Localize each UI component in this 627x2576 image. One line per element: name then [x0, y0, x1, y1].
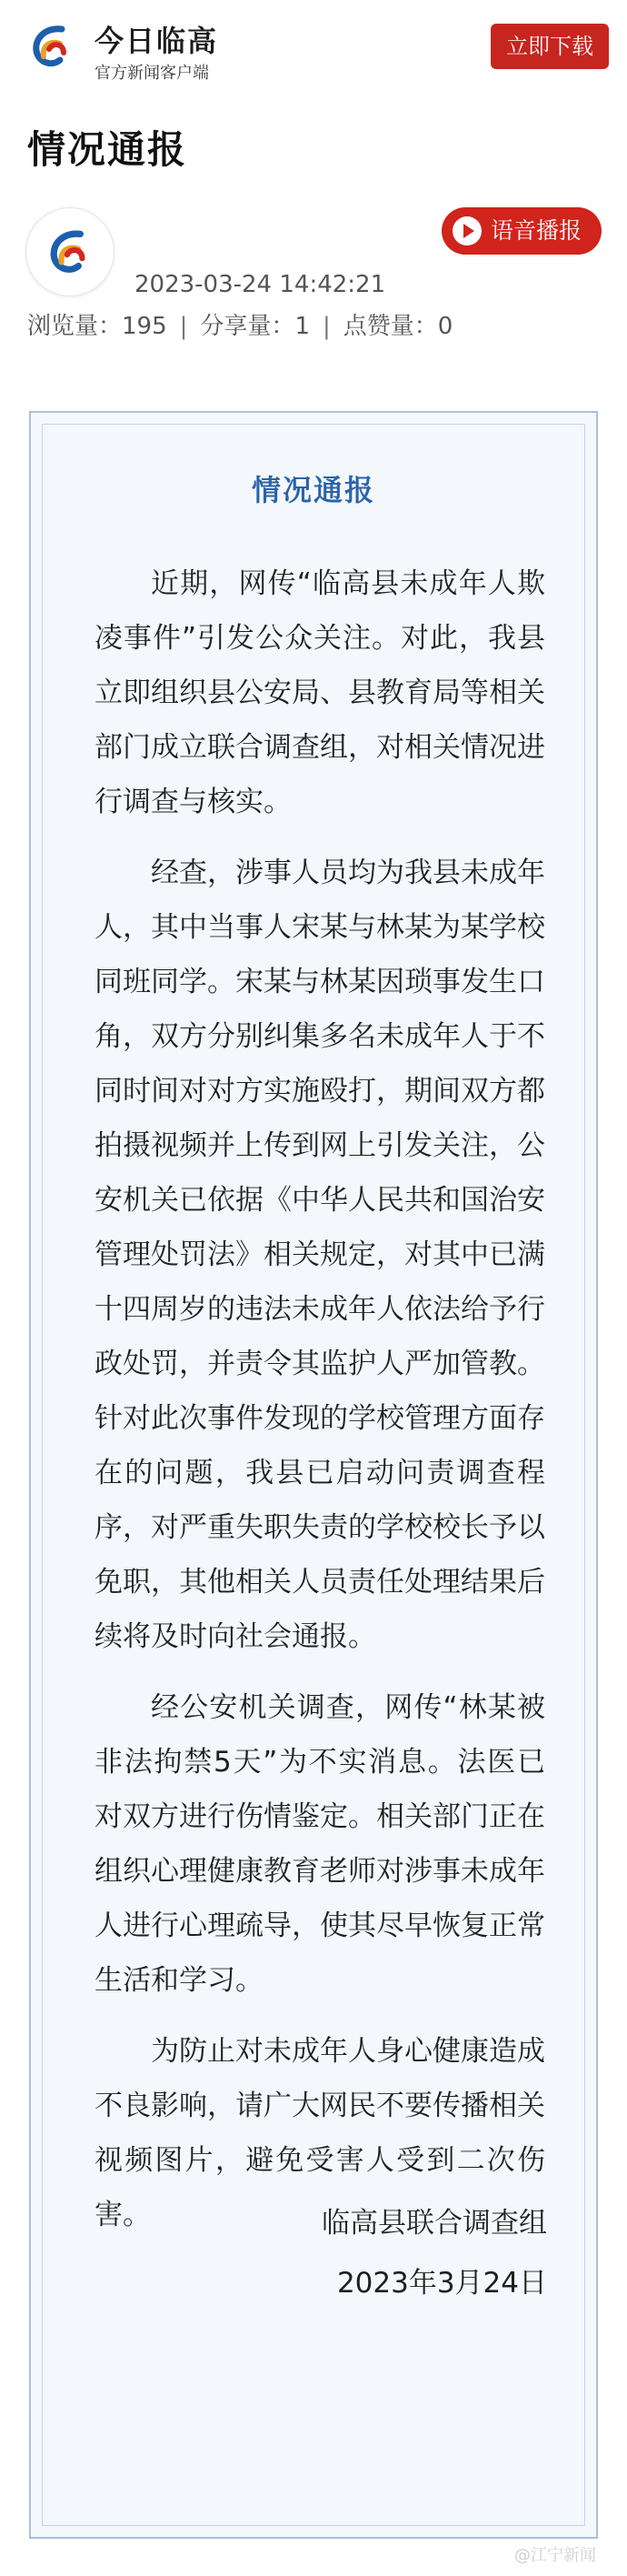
app-logo-icon — [25, 20, 78, 73]
page-title: 情况通报 — [27, 127, 188, 172]
notice-paragraph: 为防止对未成年人身心健康造成不良影响，请广大网民不要传播相关视频图片，避免受害人受到二次伤害。 — [95, 2035, 545, 2231]
play-icon — [453, 216, 482, 246]
article-stats — [27, 307, 453, 341]
app-header — [0, 0, 627, 91]
app-name: 今日临高 — [95, 24, 219, 58]
shares-label: 分享量： — [200, 313, 295, 340]
notice-paragraph: 近期，网传“临高县未成年人欺凌事件”引发公众关注。对此，我县立即组织县公安局、县教育局等相关部门成立联合调查组，对相关情况进行调查与核实。 — [95, 567, 545, 818]
notice-paragraph: 经查，涉事人员均为我县未成年人，其中当事人宋某与林某为某学校同班同学。宋某与林某因琐事发生口角，双方分别纠集多名未成年人于不同时间对对方实施殴打，期间双方都拍摄视频并上传到网上引发关注，公安机关已依据《中华人民共和国治安管理处罚法》相关规定，对其中已满十四周岁的违法未成年人依法给予行政处罚，并责令其监护人严加管教。针对此次事件发现的学校管理方面存在的问题，我县已启动问责调查程序，对严重失职失责的学校校长予以免职，其他相关人员责任处理结果后续将及时向社会通报。 — [95, 857, 545, 1653]
watermark: @江宁新闻 — [514, 2546, 596, 2565]
notice-date: 2023年3月24日 — [336, 2267, 547, 2300]
download-button[interactable]: 立即下载 — [491, 24, 609, 69]
views-label: 浏览量： — [27, 313, 123, 340]
avatar[interactable] — [25, 207, 114, 296]
audio-broadcast-label: 语音播报 — [491, 217, 582, 244]
notice-paragraph: 经公安机关调查，网传“林某被非法拘禁5天”为不实消息。法医已对双方进行伤情鉴定。相关部门正在组织心理健康教育老师对涉事未成年人进行心理疏导，使其尽早恢复正常生活和学习。 — [95, 1691, 545, 1997]
notice-title: 情况通报 — [251, 473, 375, 507]
notice-document — [29, 411, 598, 2539]
audio-broadcast-button[interactable] — [442, 207, 602, 255]
stats-separator: | — [322, 313, 331, 340]
stats-separator: | — [179, 313, 188, 340]
views-count: 195 — [122, 313, 167, 340]
app-subtitle: 官方新闻客户端 — [95, 64, 209, 83]
notice-signature: 临高县联合调查组 — [322, 2207, 547, 2240]
publish-time: 2023-03-24 14:42:21 — [134, 271, 386, 298]
notice-body — [95, 556, 545, 2259]
likes-label: 点赞量： — [343, 313, 438, 340]
shares-count: 1 — [294, 313, 310, 340]
source-logo-icon — [43, 225, 97, 279]
notice-signature-block — [322, 2193, 547, 2313]
likes-count: 0 — [437, 313, 453, 340]
